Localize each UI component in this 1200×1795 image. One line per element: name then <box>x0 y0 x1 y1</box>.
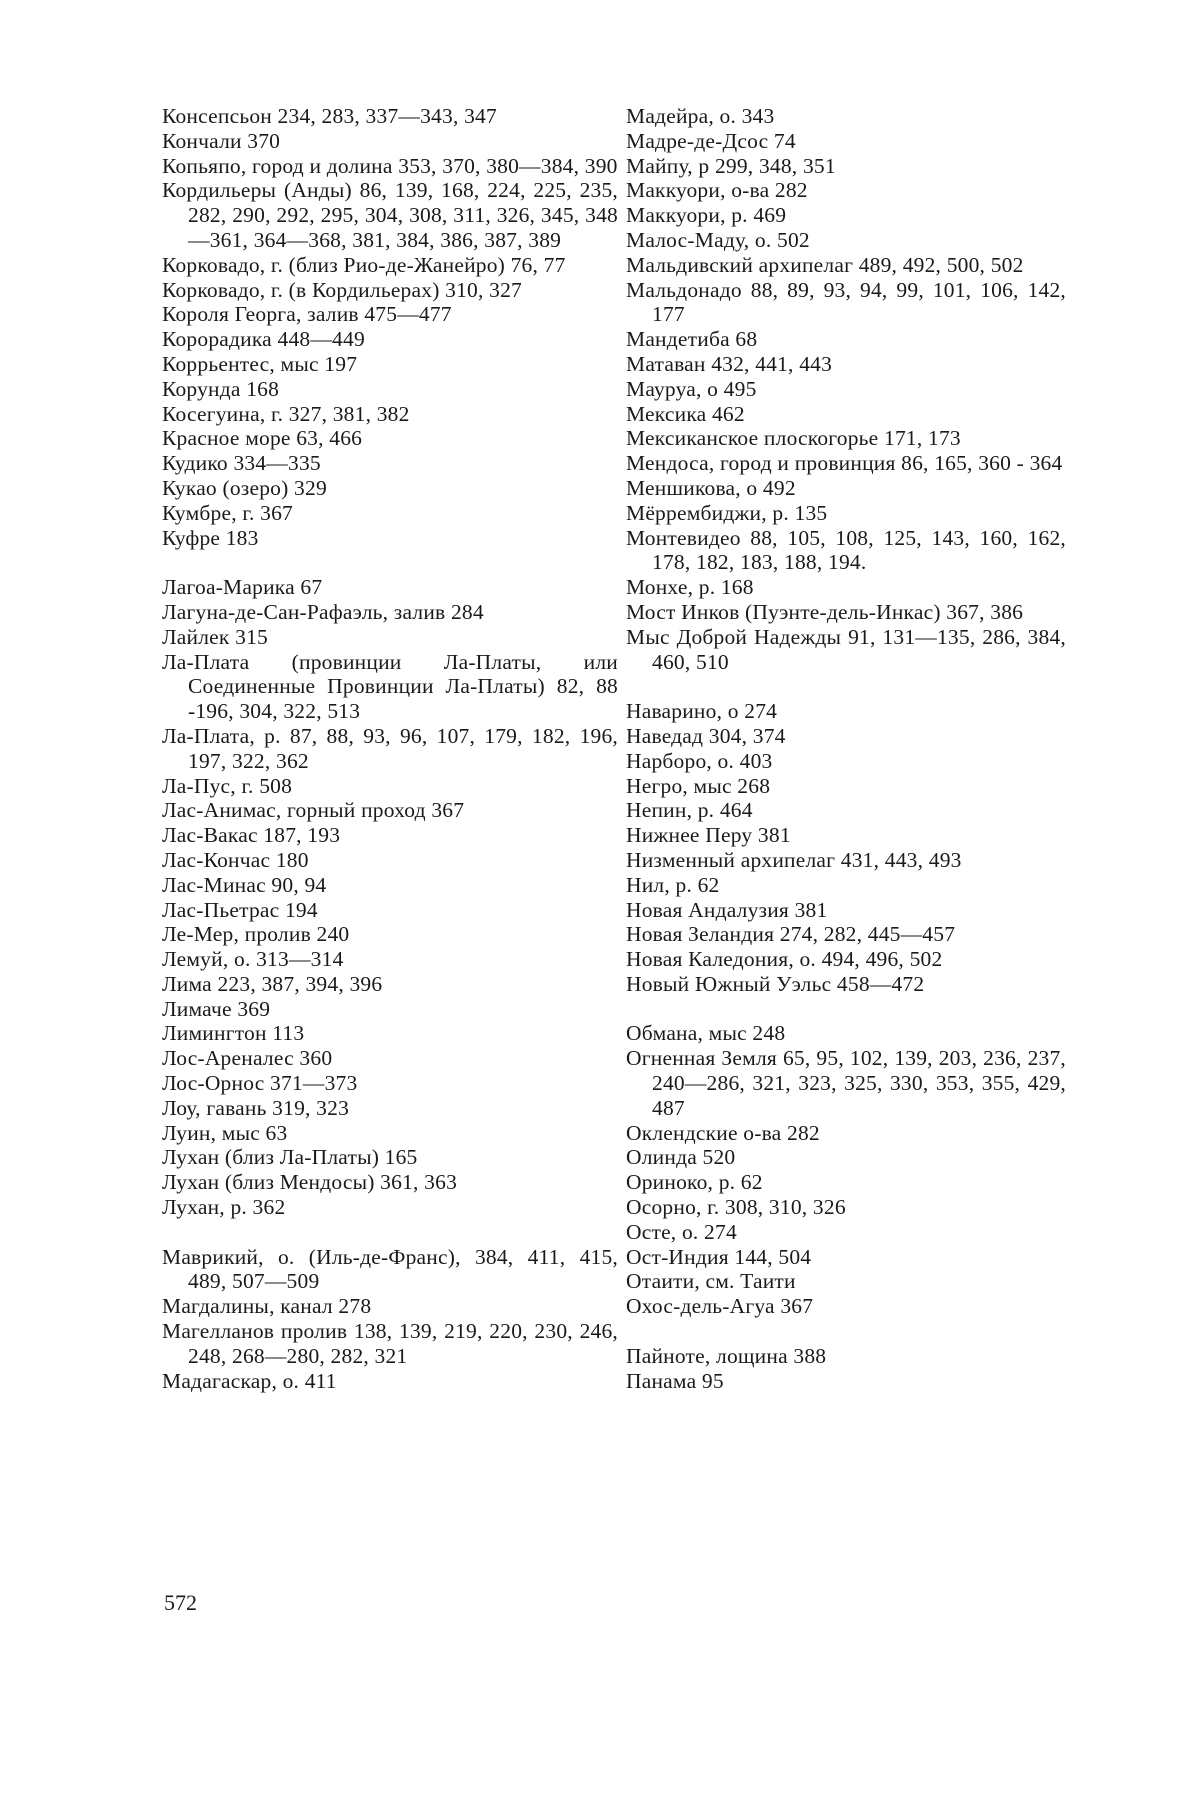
index-entry: Новая Зеландия 274, 282, 445—457 <box>626 922 956 947</box>
index-entry: Корорадика 448—449 <box>162 327 365 352</box>
index-entry: Монтевидео 88, 105, 108, 125, 143, 160, 162, 178, 182, 183, 188, 194. <box>626 525 1066 575</box>
index-entry: Мост Инков (Пуэнте-дель-Инкас) 367, 386 <box>626 599 1024 624</box>
index-entry: Ла-Плата, р. 87, 88, 93, 96, 107, 179, 182, 196, 197, 322, 362 <box>162 723 618 773</box>
index-entry: Корковадо, г. (в Кордильерах) 310, 327 <box>162 277 522 302</box>
index-entry: Нарборо, о. 403 <box>626 748 773 773</box>
index-entry: Нижнее Перу 381 <box>626 823 791 848</box>
index-entry: Луин, мыс 63 <box>162 1120 288 1145</box>
index-entry: Ост-Индия 144, 504 <box>626 1244 812 1269</box>
index-entry: Огненная Земля 65, 95, 102, 139, 203, 236, 237, 240—286, 321, 323, 325, 330, 353, 355, 429, 487 <box>626 1046 1066 1120</box>
index-entry: Корунда 168 <box>162 376 280 401</box>
index-entry: Магелланов пролив 138, 139, 219, 220, 230, 246, 248, 268—280, 282, 321 <box>162 1319 618 1368</box>
index-entry: Лос-Орнос 371—373 <box>162 1071 358 1096</box>
index-entry: Мальдивский архипелаг 489, 492, 500, 502 <box>626 252 1024 277</box>
index-entry: Лайлек 315 <box>162 624 268 649</box>
index-entry: Маврикий, о. (Иль-де-Франс), 384, 411, 415, 489, 507—509 <box>162 1244 618 1294</box>
index-column-right <box>626 104 1066 1393</box>
index-entry: Маккуори, р. 469 <box>626 203 787 228</box>
index-entry: Непин, р. 464 <box>626 798 753 823</box>
index-entry: Косегуина, г. 327, 381, 382 <box>162 401 410 426</box>
index-entry: Лоу, гавань 319, 323 <box>162 1095 350 1120</box>
index-entry: Лас-Кончас 180 <box>162 847 309 872</box>
letter-group-gap <box>162 550 618 575</box>
index-entry: Лас-Вакас 187, 193 <box>162 823 341 848</box>
index-entry: Мадейра, о. 343 <box>626 104 775 128</box>
index-entry: Кончали 370 <box>162 128 281 153</box>
index-entry: Мауруа, о 495 <box>626 376 757 401</box>
index-entry: Новая Каледония, о. 494, 496, 502 <box>626 947 943 972</box>
index-entry: Лагоа-Марика 67 <box>162 575 323 600</box>
index-entry: Меншикова, о 492 <box>626 475 796 500</box>
index-entry: Малос-Маду, о. 502 <box>626 227 810 252</box>
index-entry: Лухан (близ Мендосы) 361, 363 <box>162 1170 458 1195</box>
index-entry: Мыс Доброй Надежды 91, 131—135, 286, 384, 460, 510 <box>626 624 1066 674</box>
index-entry: Монхе, р. 168 <box>626 575 754 600</box>
index-entry: Кукао (озеро) 329 <box>162 475 327 500</box>
index-entry: Лас-Пьетрас 194 <box>162 897 318 922</box>
index-entry: Мёррембиджи, р. 135 <box>626 500 828 525</box>
index-entry: Осте, о. 274 <box>626 1219 737 1244</box>
index-entry: Мексика 462 <box>626 401 745 426</box>
letter-group-gap <box>162 1220 618 1245</box>
index-entry: Лимингтон 113 <box>162 1021 305 1046</box>
index-entry: Негро, мыс 268 <box>626 773 771 798</box>
index-entry: Наведад 304, 374 <box>626 723 786 748</box>
index-entry: Короля Георга, залив 475—477 <box>162 302 452 327</box>
index-entry: Отаити, см. Таити <box>626 1269 796 1294</box>
letter-group-gap <box>626 997 1066 1022</box>
index-entry: Мендоса, город и провинция 86, 165, 360 - 364 <box>626 451 1063 476</box>
index-entry: Лемуй, о. 313—314 <box>162 947 344 972</box>
index-entry: Лухан, р. 362 <box>162 1195 286 1220</box>
index-entry: Лимаче 369 <box>162 996 271 1021</box>
index-entry: Олинда 520 <box>626 1145 736 1170</box>
index-entry: Маккуори, о-ва 282 <box>626 178 808 203</box>
index-entry: Обмана, мыс 248 <box>626 1021 786 1046</box>
index-column-left <box>162 104 618 1393</box>
index-entry: Лос-Ареналес 360 <box>162 1046 333 1071</box>
index-entry: Пайноте, лощина 388 <box>626 1343 827 1368</box>
index-entry: Мексиканское плоскогорье 171, 173 <box>626 426 961 451</box>
index-entry: Новый Южный Уэльс 458—472 <box>626 971 925 996</box>
index-entry: Матаван 432, 441, 443 <box>626 351 833 376</box>
index-entry: Панама 95 <box>626 1368 724 1393</box>
page-number: 572 <box>164 1590 197 1615</box>
index-entry: Ла-Пус, г. 508 <box>162 773 293 798</box>
index-entry: Кордильеры (Анды) 86, 139, 168, 224, 225, 235, 282, 290, 292, 295, 304, 308, 311, 326, 345, 348—361, 364—368, 381, 384, 386, 387, 389 <box>162 178 618 252</box>
index-entry: Лас-Минас 90, 94 <box>162 872 327 897</box>
index-entry: Красное море 63, 466 <box>162 426 363 451</box>
index-entry: Нил, р. 62 <box>626 872 720 897</box>
index-entry: Ориноко, р. 62 <box>626 1170 763 1195</box>
index-entry: Кудико 334—335 <box>162 451 321 476</box>
letter-group-gap <box>626 674 1066 699</box>
index-entry: Мадагаскар, о. 411 <box>162 1368 337 1393</box>
index-entry: Мальдонадо 88, 89, 93, 94, 99, 101, 106, 142, 177 <box>626 277 1066 327</box>
index-entry: Корковадо, г. (близ Рио-де-Жанейро) 76, 77 <box>162 252 566 277</box>
index-entry: Консепсьон 234, 283, 337—343, 347 <box>162 104 497 128</box>
index-entry: Наварино, о 274 <box>626 699 778 724</box>
letter-group-gap <box>626 1319 1066 1344</box>
index-entry: Новая Андалузия 381 <box>626 897 828 922</box>
index-entry: Лима 223, 387, 394, 396 <box>162 971 383 996</box>
index-entry: Низменный архипелаг 431, 443, 493 <box>626 847 962 872</box>
index-entry: Ле-Мер, пролив 240 <box>162 922 350 947</box>
index-entry: Оклендские о-ва 282 <box>626 1120 820 1145</box>
index-entry: Лухан (близ Ла-Платы) 165 <box>162 1145 418 1170</box>
index-entry: Лагуна-де-Сан-Рафаэль, залив 284 <box>162 599 484 624</box>
index-entry: Лас-Анимас, горный проход 367 <box>162 798 465 823</box>
index-entry: Мандетиба 68 <box>626 327 758 352</box>
index-entry: Магдалины, канал 278 <box>162 1294 372 1319</box>
index-entry: Майпу, р 299, 348, 351 <box>626 153 836 178</box>
index-entry: Коррьентес, мыс 197 <box>162 351 358 376</box>
index-entry: Мадре-де-Дсос 74 <box>626 128 796 153</box>
index-entry: Кумбре, г. 367 <box>162 500 293 525</box>
index-entry: Куфре 183 <box>162 525 259 550</box>
index-entry: Ла-Плата (провинции Ла-Платы, или Соединенные Провинции Ла-Платы) 82, 88 -196, 304, 322, 513 <box>162 649 618 724</box>
index-entry: Осорно, г. 308, 310, 326 <box>626 1195 846 1220</box>
index-entry: Копьяпо, город и долина 353, 370, 380—384, 390 <box>162 153 618 178</box>
index-entry: Охос-дель-Агуа 367 <box>626 1294 814 1319</box>
